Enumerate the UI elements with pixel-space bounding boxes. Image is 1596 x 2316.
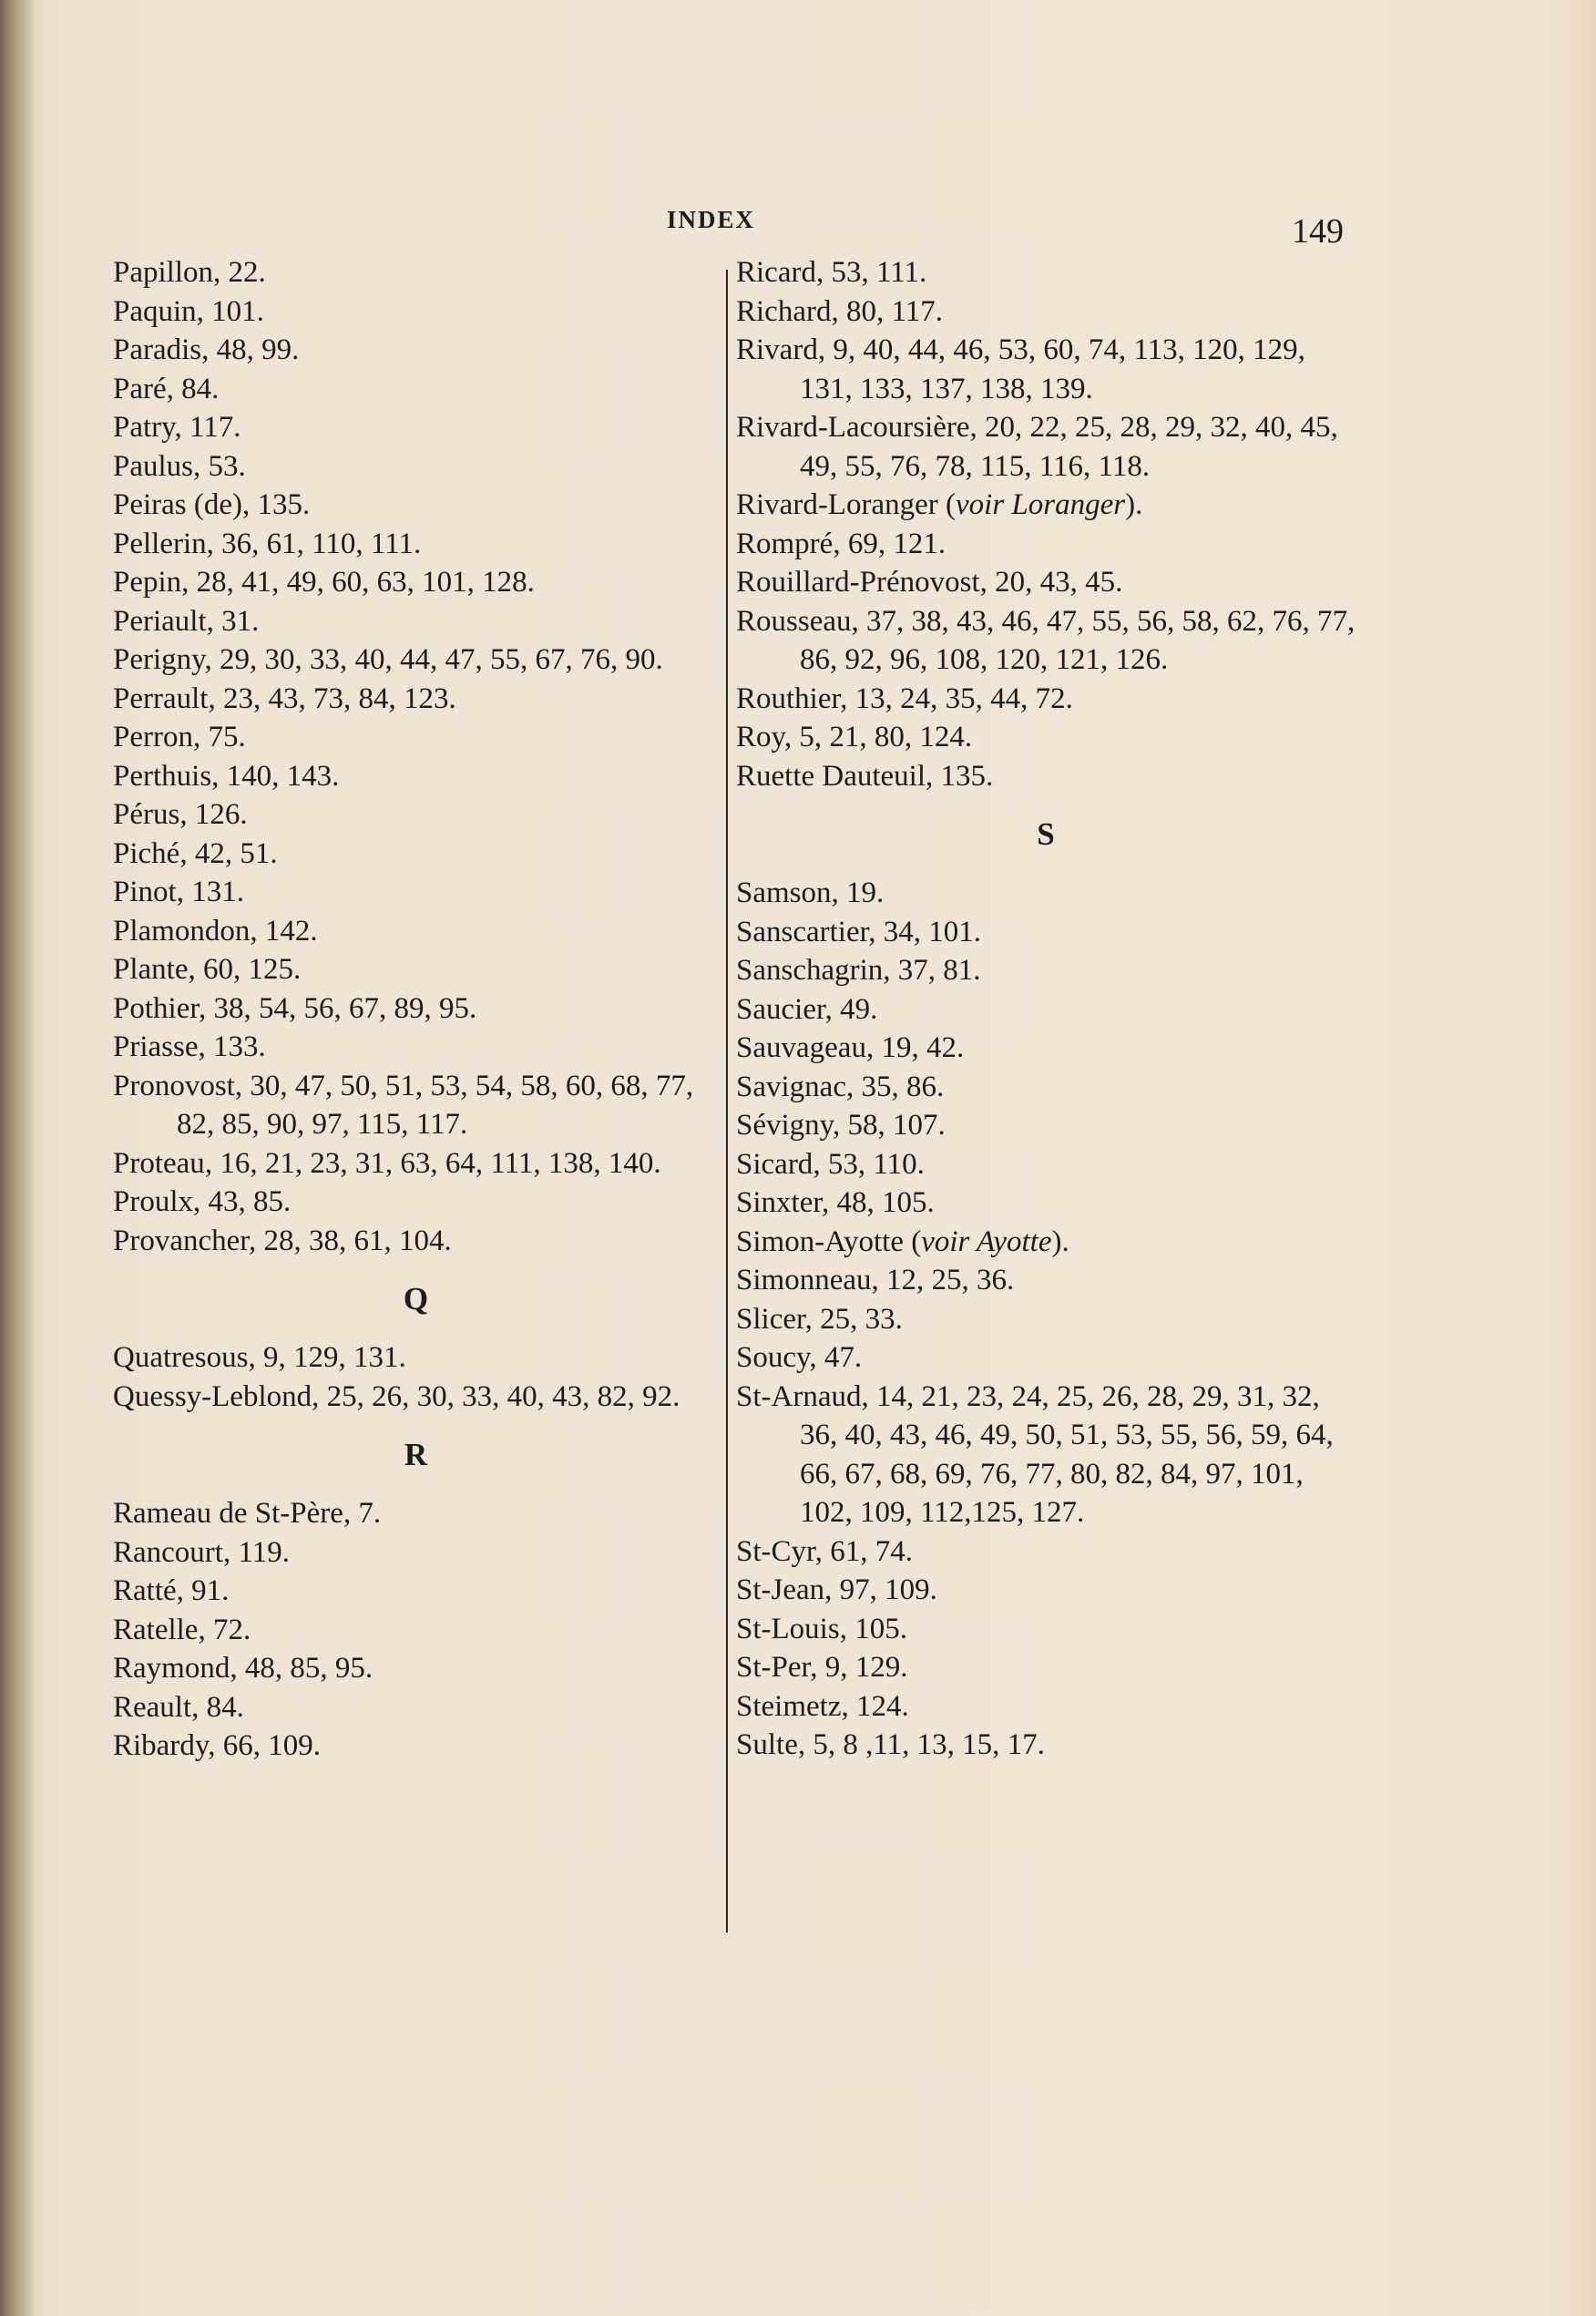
index-entry-name: Sanschagrin — [736, 954, 884, 987]
index-entry-pages: , 20, 43, 45. — [979, 566, 1123, 599]
index-entry-pages: , 12, 25, 36. — [871, 1264, 1015, 1296]
index-entry — [736, 1029, 1356, 1068]
index-entry-name: Perthuis — [113, 759, 212, 793]
index-entry-pages: , 131. — [176, 876, 244, 908]
index-entry — [113, 950, 719, 989]
index-entry-name: Sinxter — [736, 1186, 823, 1219]
index-entry-pages: , 30, 47, 50, 51, 53, 54, 58, 60, 68, 77, 82, 85, 90, 97, 115, 117. — [177, 1069, 694, 1141]
index-entry-name: Reault — [113, 1690, 192, 1724]
index-entry — [113, 795, 719, 835]
index-entry-name: Perrault — [113, 681, 209, 715]
index-entry-name: Sauvageau — [736, 1031, 866, 1064]
index-entry-pages: , 23, 43, 73, 84, 123. — [208, 681, 456, 715]
index-entry — [736, 1532, 1356, 1572]
index-list-s — [736, 874, 1356, 1765]
index-entry — [736, 1106, 1356, 1145]
index-entry — [736, 1300, 1356, 1339]
index-entry-pages: , 105. — [839, 1612, 907, 1645]
index-entry-name: Proulx — [113, 1185, 194, 1218]
index-entry-pages: ( — [937, 488, 956, 521]
section-letter-r: R — [404, 1437, 428, 1472]
index-entry-pages: , 43, 85. — [193, 1185, 292, 1218]
index-entry-pages: , 91. — [176, 1574, 230, 1607]
index-entry — [113, 1338, 719, 1378]
index-entry-pages: , 5, 21, 80, 124. — [783, 721, 973, 753]
index-entry-suffix: ). — [1125, 488, 1143, 521]
index-entry — [113, 331, 719, 370]
index-column-left — [113, 253, 719, 1766]
index-entry — [736, 951, 1356, 990]
index-entry-pages: , 135. — [926, 759, 994, 793]
index-entry-name: Perigny — [113, 643, 205, 676]
index-entry-name: St-Per — [736, 1651, 811, 1684]
index-entry — [736, 1648, 1356, 1687]
index-entry-name: Sévigny — [736, 1109, 834, 1142]
index-entry-name: Steimetz — [736, 1689, 842, 1723]
index-entry-pages: , 7. — [343, 1497, 382, 1530]
index-entry — [736, 1184, 1356, 1223]
index-entry-pages: , 119. — [222, 1535, 290, 1569]
index-entry-name: Rousseau — [736, 604, 852, 638]
index-list-r — [113, 1494, 719, 1766]
index-entry-name: Routhier — [736, 681, 841, 715]
index-entry-pages: , 61, 74. — [814, 1534, 913, 1568]
index-entry-name: Sicard — [736, 1147, 813, 1181]
index-entry-name: Pellerin — [113, 527, 207, 560]
index-entry — [113, 563, 719, 602]
index-entry-pages: , 14, 21, 23, 24, 25, 26, 28, 29, 31, 32, 36, 40, 43, 46, 49, 50, 51, 53, 55, 56, 59, 64, 66, 67, 68, 69, 76, 77, 80, 82, 84, 97, 101, 102, 109, 112,125, 127. — [800, 1379, 1334, 1529]
index-entry — [736, 718, 1356, 757]
index-entry — [113, 525, 719, 564]
index-entry — [113, 1727, 719, 1766]
index-entry-name: Priasse — [113, 1030, 199, 1063]
index-entry-pages: , 53, 111. — [815, 256, 927, 289]
index-entry-pages: , 9, 40, 44, 46, 53, 60, 74, 113, 120, 129, 131, 133, 137, 138, 139. — [800, 333, 1305, 405]
index-entry-pages: , 28, 41, 49, 60, 63, 101, 128. — [181, 566, 535, 599]
index-entry-pages: , 53, 110. — [813, 1147, 925, 1181]
index-entry-name: Peiras (de) — [113, 488, 243, 521]
index-entry-name: Patry — [113, 411, 175, 444]
index-entry-name: Rivard-Lacoursière — [736, 411, 970, 444]
index-entry-pages: , 35, 86. — [845, 1070, 945, 1103]
index-entry-pages: , 135. — [242, 488, 311, 521]
index-entry — [113, 1144, 719, 1184]
index-entry — [736, 1223, 1356, 1262]
index-entry-name: St-Louis — [736, 1612, 840, 1645]
index-entry — [113, 1611, 719, 1650]
index-entry-pages: , 60, 125. — [188, 953, 302, 986]
index-entry-name: Ratté — [113, 1574, 177, 1607]
index-entry-name: Slicer — [736, 1302, 805, 1336]
index-entry-name: Roy — [736, 721, 784, 753]
index-entry-name: Rouillard-Prénovost — [736, 566, 980, 599]
index-entry-pages: , 142. — [250, 914, 318, 948]
index-entry — [113, 989, 719, 1029]
index-entry-name: Ratelle — [113, 1613, 199, 1646]
index-entry — [113, 447, 719, 487]
index-entry — [736, 990, 1356, 1030]
index-entry-pages: , 37, 38, 43, 46, 47, 55, 56, 58, 62, 76, 77, 86, 92, 96, 108, 120, 121, 126. — [800, 604, 1356, 676]
index-entry — [113, 640, 719, 680]
index-entry — [736, 1338, 1356, 1378]
index-list-r-continued — [736, 253, 1356, 795]
index-entry-pages: , 72. — [198, 1613, 251, 1646]
index-entry-pages: , 20, 22, 25, 28, 29, 32, 40, 45, 49, 55, 76, 78, 115, 116, 118. — [800, 411, 1338, 483]
index-entry-pages: , 25, 26, 30, 33, 40, 43, 82, 92. — [312, 1379, 680, 1413]
index-entry-name: Paquin — [113, 294, 197, 328]
index-entry-name: Savignac — [736, 1070, 846, 1103]
index-entry-name: St-Arnaud — [736, 1379, 862, 1413]
index-entry-name: Pérus — [113, 798, 180, 831]
index-entry-name: Richard — [736, 294, 832, 328]
index-entry — [736, 253, 1356, 292]
index-entry-name: Periault — [113, 604, 207, 638]
section-letter-s: S — [1037, 816, 1055, 852]
index-entry-name: Pronovost — [113, 1069, 235, 1102]
index-entry-name: St-Jean — [736, 1573, 825, 1606]
index-entry-name: Perron — [113, 721, 193, 753]
index-entry — [736, 1145, 1356, 1184]
index-entry-pages: , 69, 121. — [833, 527, 946, 560]
index-entry — [113, 757, 719, 796]
index-entry — [736, 1726, 1356, 1765]
index-entry — [113, 718, 719, 757]
index-entry — [113, 1222, 719, 1261]
index-entry-pages: , 31. — [206, 604, 260, 638]
index-entry-name: Paré — [113, 372, 167, 405]
index-entry-see-reference: voir Ayotte — [921, 1225, 1052, 1258]
index-entry-name: Quatresous — [113, 1341, 249, 1374]
index-entry-name: Pothier — [113, 991, 200, 1025]
index-entry — [736, 1068, 1356, 1107]
index-entry-name: Sanscartier — [736, 915, 869, 948]
index-entry — [736, 486, 1356, 525]
index-entry-pages: , 48, 85, 95. — [230, 1652, 373, 1685]
index-entry-pages: , 140, 143. — [211, 759, 340, 793]
index-entry-name: Sulte — [736, 1728, 798, 1761]
index-entry-pages: , 25, 33. — [804, 1302, 903, 1336]
index-entry-pages: , 19. — [831, 876, 885, 909]
index-entry — [736, 874, 1356, 913]
index-entry-pages: , 38, 54, 56, 67, 89, 95. — [199, 991, 477, 1025]
index-entry — [113, 1378, 719, 1417]
index-entry — [736, 680, 1356, 719]
index-entry-name: Simon-Ayotte — [736, 1225, 904, 1258]
index-entry — [736, 913, 1356, 952]
section-letter-q: Q — [403, 1281, 429, 1317]
index-entry-name: Proteau — [113, 1146, 205, 1180]
index-entry-name: Plante — [113, 953, 189, 986]
index-entry-name: Ricard — [736, 256, 816, 289]
index-entry — [113, 408, 719, 447]
index-entry-name: Raymond — [113, 1652, 230, 1685]
index-entry — [113, 370, 719, 409]
index-entry — [736, 757, 1356, 796]
index-entry-pages: , 84. — [166, 372, 220, 405]
index-entry-name: Papillon — [113, 256, 214, 289]
page-header-title: INDEX — [667, 206, 756, 233]
index-entry-name: Plamondon — [113, 914, 251, 948]
index-entry-pages: , 5, 8 ,11, 13, 15, 17. — [797, 1728, 1045, 1761]
index-entry-pages: , 126. — [179, 798, 248, 831]
index-entry — [113, 602, 719, 641]
index-entry — [736, 331, 1356, 408]
index-entry — [736, 408, 1356, 486]
index-entry — [736, 602, 1356, 680]
index-entry — [736, 1378, 1356, 1532]
index-entry-pages: , 22. — [213, 256, 266, 289]
index-entry-name: Pinot — [113, 876, 177, 908]
index-entry-pages: , 75. — [192, 721, 246, 753]
index-entry-pages: , 48, 105. — [822, 1186, 935, 1219]
index-entry-name: Pepin — [113, 566, 182, 599]
index-entry-pages: , 48, 99. — [201, 333, 300, 366]
book-binding-edge — [0, 0, 35, 2316]
index-entry — [113, 1028, 719, 1067]
index-entry-suffix: ). — [1051, 1225, 1069, 1258]
index-entry — [736, 525, 1356, 564]
index-entry-name: Rameau de St-Père — [113, 1497, 343, 1530]
index-entry-pages: , 133. — [198, 1030, 266, 1063]
index-list-p — [113, 253, 719, 1260]
index-entry — [736, 1571, 1356, 1610]
index-entry-pages: , 47. — [809, 1341, 863, 1374]
index-entry-name: Samson — [736, 876, 832, 909]
index-column-right — [736, 253, 1356, 1765]
index-entry-pages: , 49. — [824, 992, 878, 1026]
index-entry-name: Quessy-Leblond — [113, 1379, 312, 1413]
index-entry-name: Rivard-Loranger — [736, 488, 938, 521]
index-entry-pages: , 28, 38, 61, 104. — [248, 1224, 452, 1257]
index-entry-pages: , 9, 129, 131. — [248, 1341, 406, 1374]
index-entry-name: Rancourt — [113, 1535, 223, 1569]
index-entry-pages: , 101. — [196, 294, 264, 328]
index-entry-pages: , 16, 21, 23, 31, 63, 64, 111, 138, 140. — [204, 1146, 661, 1180]
index-entry-pages: , 36, 61, 110, 111. — [206, 527, 422, 560]
index-entry-pages: , 84. — [191, 1690, 244, 1724]
index-entry — [113, 1572, 719, 1611]
index-entry-pages: , 34, 101. — [868, 915, 982, 948]
index-entry — [113, 912, 719, 951]
index-entry — [113, 1533, 719, 1573]
index-entry-pages: , 13, 24, 35, 44, 72. — [840, 681, 1073, 715]
index-entry — [113, 835, 719, 874]
index-entry-name: Rompré — [736, 527, 834, 560]
index-entry-pages: , 37, 81. — [883, 954, 981, 987]
index-entry-name: Provancher — [113, 1224, 249, 1257]
index-entry-see-reference: voir Loranger — [956, 488, 1126, 521]
index-entry — [113, 873, 719, 912]
index-entry-name: Piché — [113, 836, 180, 870]
index-entry — [113, 292, 719, 332]
index-entry-name: Simonneau — [736, 1264, 872, 1296]
index-entry-pages: , 58, 107. — [833, 1109, 946, 1142]
index-list-q — [113, 1338, 719, 1416]
index-entry-pages: , 97, 109. — [824, 1573, 937, 1606]
index-entry — [113, 486, 719, 525]
index-entry-pages: , 117. — [174, 411, 241, 444]
index-entry — [113, 1688, 719, 1727]
index-entry-name: Paradis — [113, 333, 202, 366]
index-entry-pages: , 29, 30, 33, 40, 44, 47, 55, 67, 76, 90. — [204, 643, 663, 676]
index-entry — [736, 1687, 1356, 1727]
index-entry-pages: , 42, 51. — [179, 836, 278, 870]
index-entry — [113, 680, 719, 719]
page-number: 149 — [1292, 212, 1344, 251]
index-entry-pages: , 80, 117. — [831, 294, 943, 328]
index-entry-pages: , 53. — [193, 449, 246, 483]
index-entry-name: St-Cyr — [736, 1534, 815, 1568]
index-entry-pages: , 19, 42. — [865, 1031, 965, 1064]
index-entry-pages: , 66, 109. — [208, 1729, 321, 1762]
column-divider — [726, 270, 728, 1932]
index-entry — [736, 1610, 1356, 1649]
index-entry-pages: , 124. — [841, 1689, 909, 1723]
index-entry-name: Ruette Dauteuil — [736, 759, 926, 793]
index-entry — [113, 1649, 719, 1688]
index-entry-name: Rivard — [736, 333, 818, 366]
index-entry — [113, 1183, 719, 1222]
index-entry-pages: , 9, 129. — [810, 1651, 908, 1684]
index-entry-name: Saucier — [736, 992, 825, 1026]
index-entry — [113, 1067, 719, 1144]
index-entry-name: Ribardy — [113, 1729, 209, 1762]
index-entry-pages: ( — [903, 1225, 922, 1258]
index-entry — [736, 292, 1356, 332]
index-entry — [736, 563, 1356, 602]
index-entry — [113, 253, 719, 292]
index-entry-name: Soucy — [736, 1341, 810, 1374]
index-entry-name: Paulus — [113, 449, 194, 483]
index-entry — [113, 1494, 719, 1533]
index-entry — [736, 1261, 1356, 1300]
